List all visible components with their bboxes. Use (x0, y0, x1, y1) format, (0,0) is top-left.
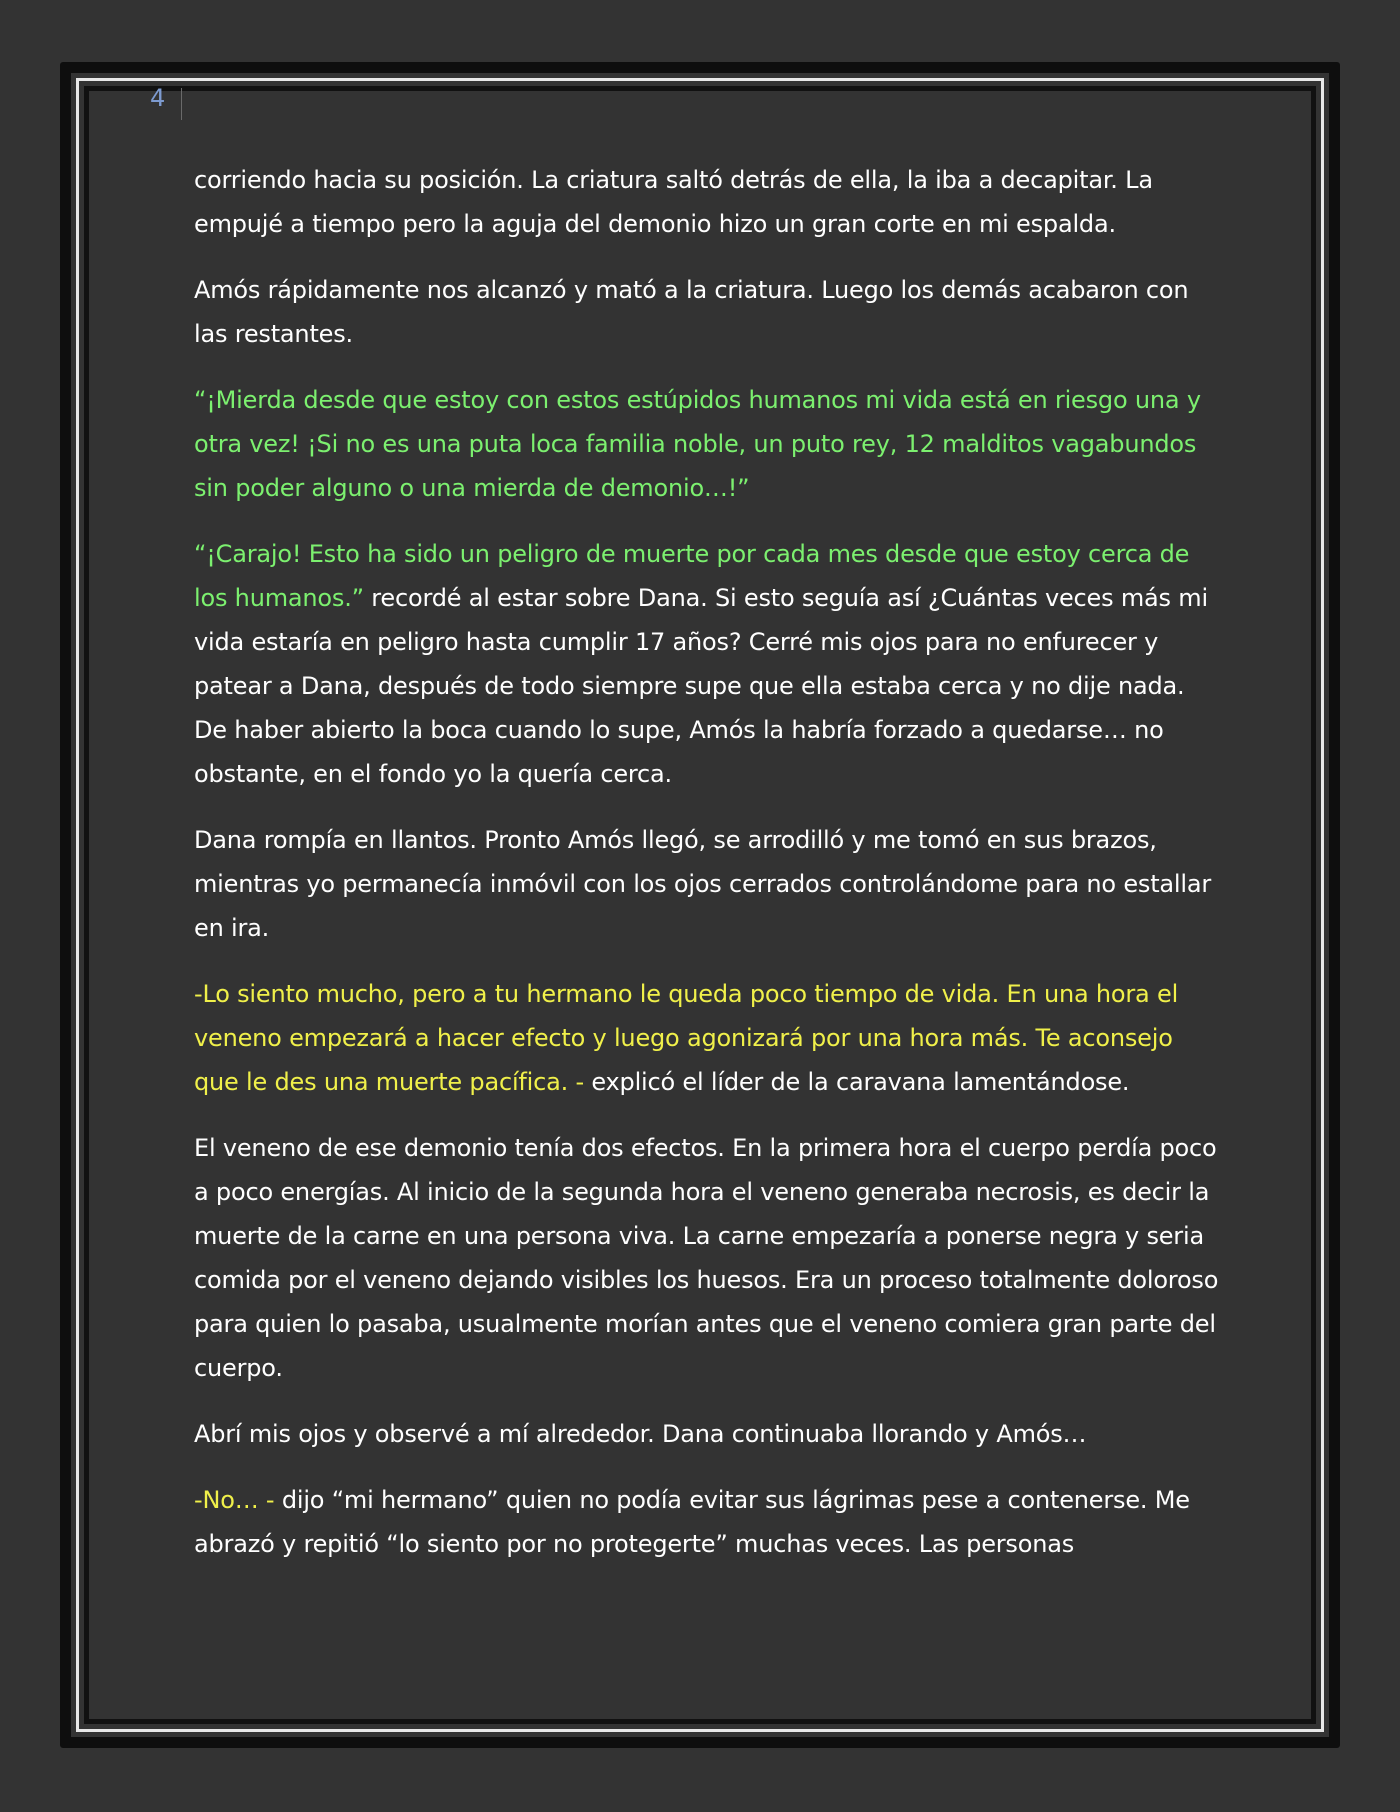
inner-thought-text: “¡Carajo! Esto ha sido un peligro de muerte por cada mes desde que estoy cerca de los humanos.” (194, 540, 1190, 612)
inner-thought-text: “¡Mierda desde que estoy con estos estúpidos humanos mi vida está en riesgo una y otra vez! ¡Si no es una puta loca familia noble, un puto rey, 12 malditos vagabundos sin poder alguno o una mierda de demonio…!” (194, 386, 1201, 502)
paragraph-9 (194, 1478, 1224, 1566)
page-body (194, 158, 1224, 1588)
paragraph-2 (194, 268, 1224, 356)
paragraph-6 (194, 972, 1224, 1104)
narration-text: dijo “mi hermano” quien no podía evitar sus lágrimas pese a contenerse. Me abrazó y repitió “lo siento por no protegerte” muchas veces. Las personas (194, 1486, 1190, 1558)
paragraph-1 (194, 158, 1224, 246)
page-number-divider (181, 88, 182, 120)
narration-text: El veneno de ese demonio tenía dos efectos. En la primera hora el cuerpo perdía poco a poco energías. Al inicio de la segunda hora el veneno generaba necrosis, es decir la muerte de la carne en una persona viva. La carne empezaría a ponerse negra y seria comida por el veneno dejando visibles los huesos. Era un proceso totalmente doloroso para quien lo pasaba, usualmente morían antes que el veneno comiera gran parte del cuerpo. (194, 1134, 1219, 1382)
narration-text: corriendo hacia su posición. La criatura saltó detrás de ella, la iba a decapitar. La empujé a tiempo pero la aguja del demonio hizo un gran corte en mi espalda. (194, 166, 1153, 238)
narration-text: Abrí mis ojos y observé a mí alrededor. Dana continuaba llorando y Amós… (194, 1420, 1087, 1448)
paragraph-3 (194, 378, 1224, 510)
narration-text: explicó el líder de la caravana lamentándose. (583, 1068, 1130, 1096)
paragraph-4 (194, 532, 1224, 796)
page-number: 4 (150, 84, 166, 112)
paragraph-7 (194, 1126, 1224, 1390)
dialogue-text: -No… - (194, 1486, 275, 1514)
paragraph-8 (194, 1412, 1224, 1456)
paragraph-5 (194, 818, 1224, 950)
dialogue-text: -Lo siento mucho, pero a tu hermano le queda poco tiempo de vida. En una hora el veneno empezará a hacer efecto y luego agonizará por una hora más. Te aconsejo que le des una muerte pacífica. - (194, 980, 1179, 1096)
narration-text: Dana rompía en llantos. Pronto Amós llegó, se arrodilló y me tomó en sus brazos, mientras yo permanecía inmóvil con los ojos cerrados controlándome para no estallar en ira. (194, 826, 1212, 942)
narration-text: recordé al estar sobre Dana. Si esto seguía así ¿Cuántas veces más mi vida estaría en peligro hasta cumplir 17 años? Cerré mis ojos para no enfurecer y patear a Dana, después de todo siempre supe que ella estaba cerca y no dije nada. De haber abierto la boca cuando lo supe, Amós la habría forzado a quedarse… no obstante, en el fondo yo la quería cerca. (194, 584, 1208, 788)
narration-text: Amós rápidamente nos alcanzó y mató a la criatura. Luego los demás acabaron con las restantes. (194, 276, 1189, 348)
